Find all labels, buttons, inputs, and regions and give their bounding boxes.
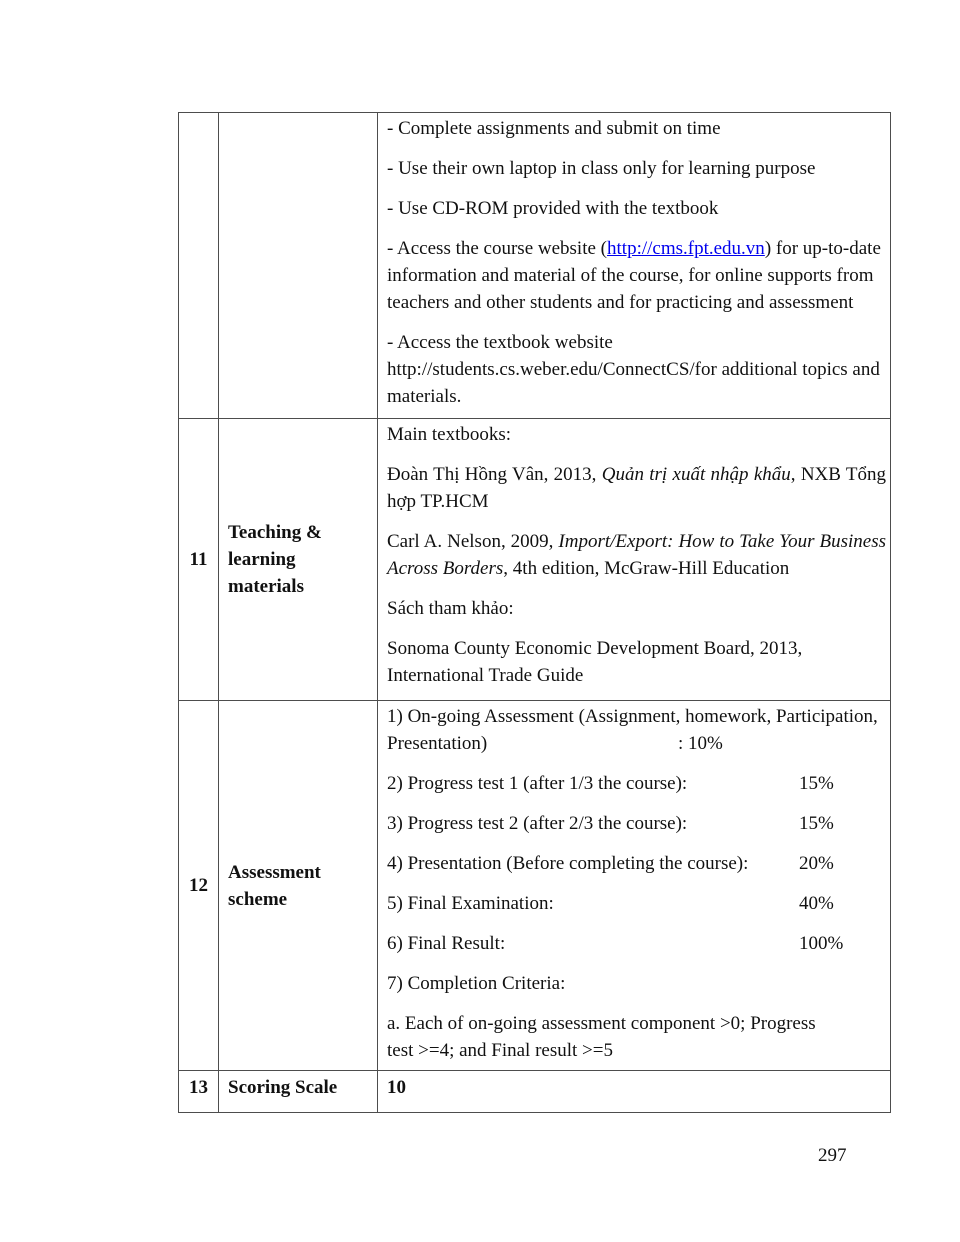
- main-textbooks-heading: Main textbooks:: [387, 424, 512, 445]
- student-tasks-cell: [378, 113, 891, 419]
- assessment-item-progress-test-1: [387, 770, 886, 797]
- assessment-label-progress-test-2: 3) Progress test 2 (after 2/3 the course):: [387, 813, 688, 834]
- row-number-11: 11: [179, 419, 219, 701]
- assessment-value-ongoing: : 10%: [678, 733, 723, 754]
- assessment-label-final-exam: 5) Final Examination:: [387, 893, 554, 914]
- task-course-website: [387, 235, 886, 316]
- task-course-website-text-after: ) for up-to-date information and material of the course, for online supports from teachers and other students and for practicing and assessment: [387, 238, 881, 313]
- assessment-item-final-result: [387, 930, 886, 957]
- textbook-title-vietnamese: Quản trị xuất nhập khẩu: [601, 464, 791, 485]
- teaching-materials-cell: [378, 419, 891, 701]
- assessment-item-presentation: [387, 850, 886, 877]
- reference-sonoma: Sonoma County Economic Development Board, 2013, International Trade Guide: [387, 638, 803, 686]
- table-row-assessment-scheme: [179, 701, 891, 1071]
- table-row-continued: [179, 113, 891, 419]
- assessment-value-final-result: 100%: [799, 933, 844, 954]
- assessment-value-progress-test-2: 15%: [799, 813, 834, 834]
- completion-criteria-detail: [387, 1010, 886, 1064]
- page-number: 297: [818, 1145, 847, 1166]
- row-number-12: 12: [179, 701, 219, 1071]
- assessment-value-progress-test-1: 15%: [799, 773, 834, 794]
- completion-criteria-line2: test >=4; and Final result >=5: [387, 1040, 613, 1061]
- assessment-scheme-cell: [378, 701, 891, 1071]
- row-label-assessment-scheme: Assessment scheme: [219, 701, 378, 1071]
- assessment-item-ongoing: [387, 703, 886, 757]
- textbook-carl-nelson: [387, 528, 886, 582]
- assessment-item-progress-test-2: [387, 810, 886, 837]
- textbook2-title: Import/Export: How to Take Your Business Across Borders: [387, 531, 886, 579]
- task-textbook-website-intro: - Access the textbook website: [387, 332, 613, 353]
- task-cdrom: - Use CD-ROM provided with the textbook: [387, 198, 719, 219]
- task-laptop-use: - Use their own laptop in class only for learning purpose: [387, 158, 816, 179]
- reference-books-heading: Sách tham khảo:: [387, 598, 514, 619]
- table-row-scoring-scale: [179, 1071, 891, 1113]
- syllabus-table: [178, 112, 891, 1113]
- assessment-value-presentation: 20%: [799, 853, 834, 874]
- textbook2-author-year: Carl A. Nelson, 2009,: [387, 531, 559, 552]
- assessment-item-completion-criteria: 7) Completion Criteria:: [387, 973, 566, 994]
- assessment-item-ongoing-line1: 1) On-going Assessment (Assignment, homework, Participation,: [387, 706, 878, 727]
- row-label-scoring-scale: Scoring Scale: [219, 1071, 378, 1113]
- row-number-13: 13: [179, 1071, 219, 1113]
- table-row-teaching-materials: [179, 419, 891, 701]
- row-label-cell-empty: [219, 113, 378, 419]
- textbook2-edition: , 4th edition, McGraw-Hill Education: [503, 558, 790, 579]
- task-textbook-website: [387, 329, 886, 410]
- assessment-label-progress-test-1: 2) Progress test 1 (after 1/3 the course):: [387, 773, 688, 794]
- textbook-website-url: http://students.cs.weber.edu/ConnectCS/for additional topics and materials.: [387, 359, 880, 407]
- assessment-item-final-exam: [387, 890, 886, 917]
- scoring-scale-value: 10: [378, 1071, 891, 1113]
- row-label-teaching-materials: Teaching & learning materials: [219, 419, 378, 701]
- assessment-item-ongoing-line2: Presentation): [387, 733, 488, 754]
- textbook-author-year: Đoàn Thị Hồng Vân, 2013,: [387, 464, 602, 485]
- task-complete-assignments: - Complete assignments and submit on time: [387, 118, 721, 139]
- assessment-label-presentation: 4) Presentation (Before completing the course):: [387, 853, 749, 874]
- assessment-value-final-exam: 40%: [799, 893, 834, 914]
- row-number-cell-empty: [179, 113, 219, 419]
- course-website-link[interactable]: http://cms.fpt.edu.vn: [607, 238, 765, 259]
- textbook-doan-thi-hong-van: [387, 461, 886, 515]
- task-course-website-text: - Access the course website (: [387, 238, 608, 259]
- textbook-publisher: , NXB Tổng hợp TP.HCM: [387, 464, 886, 512]
- assessment-label-final-result: 6) Final Result:: [387, 933, 506, 954]
- completion-criteria-line1: a. Each of on-going assessment component >0; Progress: [387, 1013, 816, 1034]
